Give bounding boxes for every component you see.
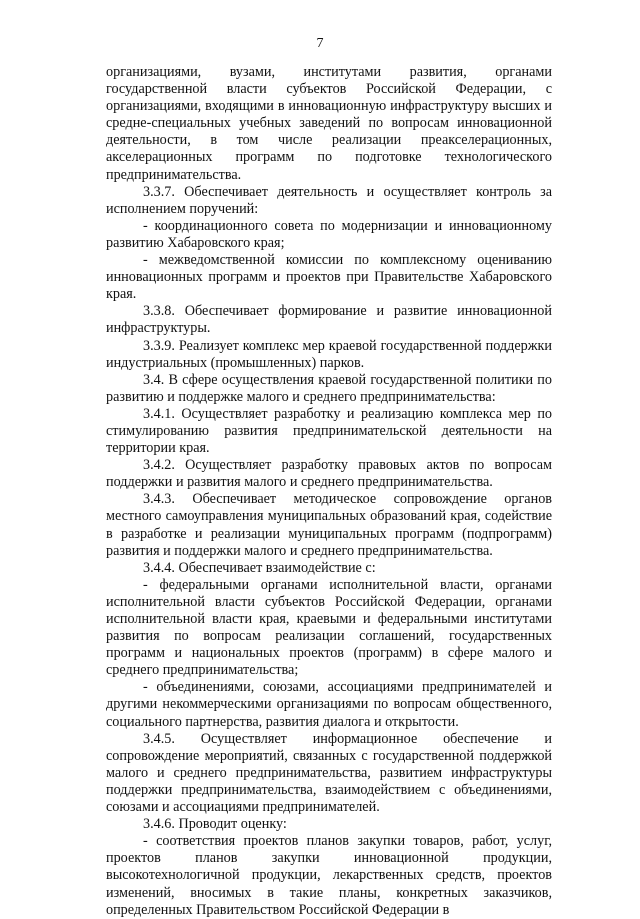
paragraph: 3.3.7. Обеспечивает деятельность и осуществляет контроль за исполнением поручений: (106, 183, 552, 217)
paragraph: 3.3.9. Реализует комплекс мер краевой государственной поддержки индустриальных (промышленных) парков. (106, 337, 552, 371)
paragraph: 3.4.5. Осуществляет информационное обеспечение и сопровождение мероприятий, связанных с государственной поддержкой малого и среднего предпринимательства, развитием инфраструктуры поддержки предпринимательства, взаимодействием с объединениями, союзами и ассоциациями предпринимателей. (106, 730, 552, 816)
paragraph: 3.4.1. Осуществляет разработку и реализацию комплекса мер по стимулированию развития предпринимательской деятельности на территории края. (106, 405, 552, 457)
paragraph: организациями, вузами, институтами развития, органами государственной власти субъектов Российской Федерации, с организациями, входящими в инновационную инфраструктуру высших и средне-специальных учебных заведений по вопросам инновационной деятельности, в том числе реализации преакселерационных, акселерационных программ по подготовке технологического предпринимательства. (106, 64, 552, 183)
paragraph: - федеральными органами исполнительной власти, органами исполнительной власти субъектов Российской Федерации, органами исполнительной власти края, краевыми и федеральными институтами развития по вопросам реализации соглашений, государственных программ и национальных проектов (программ) в сфере малого и среднего предпринимательства; (106, 576, 552, 679)
paragraph: - межведомственной комиссии по комплексному оцениванию инновационных программ и проектов при Правительстве Хабаровского края. (106, 252, 552, 303)
paragraph: 3.4.4. Обеспечивает взаимодействие с: (143, 559, 376, 576)
paragraph: 3.4.6. Проводит оценку: (143, 816, 287, 833)
document-body (106, 64, 552, 919)
paragraph: 3.4.3. Обеспечивает методическое сопровождение органов местного самоуправления муниципальных образований края, содействие в разработке и реализации муниципальных программ (подпрограмм) развития и поддержки малого и среднего предпринимательства. (106, 491, 552, 559)
paragraph: 3.4. В сфере осуществления краевой государственной политики по развитию и поддержке малого и среднего предпринимательства: (106, 371, 552, 405)
paragraph: - координационного совета по модернизации и инновационному развитию Хабаровского края; (106, 217, 552, 251)
paragraph: 3.3.8. Обеспечивает формирование и развитие инновационной инфраструктуры. (106, 303, 552, 337)
paragraph: - соответствия проектов планов закупки товаров, работ, услуг, проектов планов закупки инновационной продукции, высокотехнологичной продукции, лекарственных средств, проектов изменений, вносимых в такие планы, конкретных заказчиков, определенных Правительством Российской Федерации в (106, 833, 552, 918)
paragraph: - объединениями, союзами, ассоциациями предпринимателей и другими некоммерческими организациями по вопросам общественного, социального партнерства, развития диалога и открытости. (106, 679, 552, 730)
paragraph: 3.4.2. Осуществляет разработку правовых актов по вопросам поддержки и развития малого и среднего предпринимательства. (106, 457, 552, 491)
page-number: 7 (316, 36, 324, 51)
